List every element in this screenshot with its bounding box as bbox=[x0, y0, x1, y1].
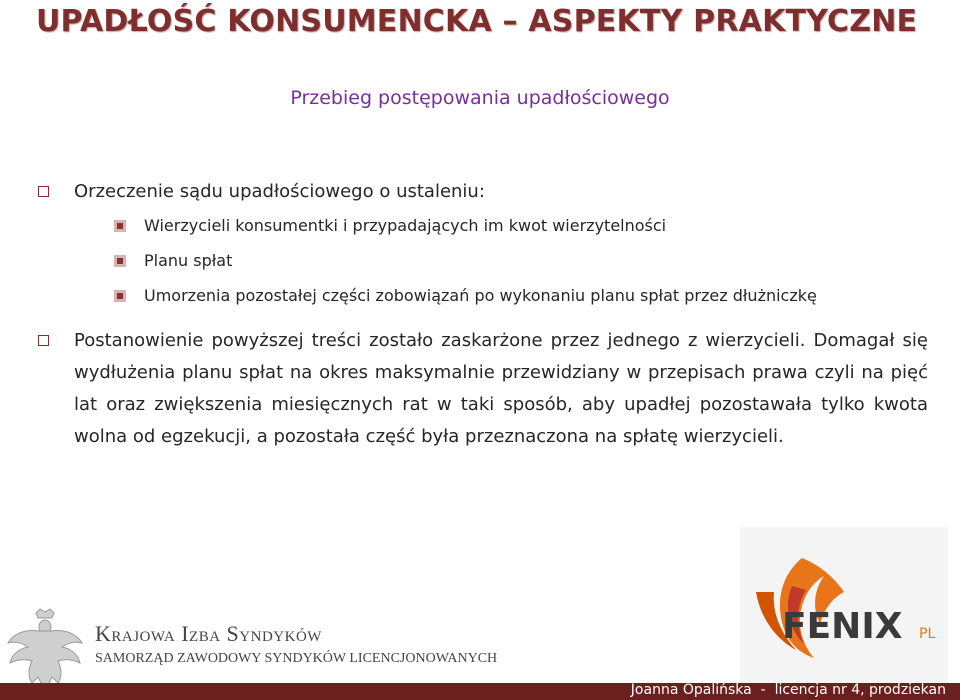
sub-bullet-list bbox=[74, 215, 928, 307]
sub-bullet-item bbox=[74, 215, 928, 237]
sub-bullet-text: Wierzycieli konsumentki i przypadających im kwot wierzytelności bbox=[144, 216, 667, 235]
filled-square-icon bbox=[114, 290, 126, 302]
sub-bullet-text: Umorzenia pozostałej części zobowiązań po wykonaniu planu spłat przez dłużniczkę bbox=[144, 286, 817, 305]
hollow-square-icon bbox=[38, 186, 49, 197]
hollow-square-icon bbox=[38, 335, 49, 346]
organization-subtitle: SAMORZĄD ZAWODOWY SYNDYKÓW LICENCJONOWANYCH bbox=[95, 651, 498, 666]
footer-author: Joanna Opalińska - licencja nr 4, prodziekan bbox=[630, 682, 946, 698]
filled-square-icon bbox=[114, 220, 126, 232]
phoenix-logo-icon bbox=[744, 546, 948, 676]
bullet-text: Postanowienie powyższej treści zostało zaskarżone przez jednego z wierzycieli. Domagał się wydłużenia planu spłat na okres maksymalnie przewidziany w przepisach prawa czyli na pięć lat oraz zwiększenia miesięcznych rat w taki sposób, aby upadłej pozostawała tylko kwota wolna od egzekucji, a pozostała część była przeznaczona na spłatę wierzycieli. bbox=[74, 330, 928, 447]
bullet-text: Orzeczenie sądu upadłościowego o ustaleniu: bbox=[74, 181, 485, 202]
logo-text: FENIX bbox=[782, 606, 903, 647]
sub-bullet-item bbox=[74, 285, 928, 307]
sub-bullet-text: Planu spłat bbox=[144, 251, 233, 270]
filled-square-icon bbox=[114, 255, 126, 267]
sub-bullet-item bbox=[74, 250, 928, 272]
slide-subtitle: Przebieg postępowania upadłościowego bbox=[290, 87, 670, 109]
organization-name: Krajowa Izba Syndyków bbox=[95, 621, 322, 646]
bullet-item-appeal bbox=[38, 325, 928, 453]
logo-suffix: PL bbox=[919, 626, 936, 642]
slide-title: UPADŁOŚĆ KONSUMENCKA – ASPEKTY PRAKTYCZNE bbox=[36, 4, 918, 39]
slide-content bbox=[38, 180, 928, 453]
bullet-item-ruling bbox=[38, 180, 928, 307]
